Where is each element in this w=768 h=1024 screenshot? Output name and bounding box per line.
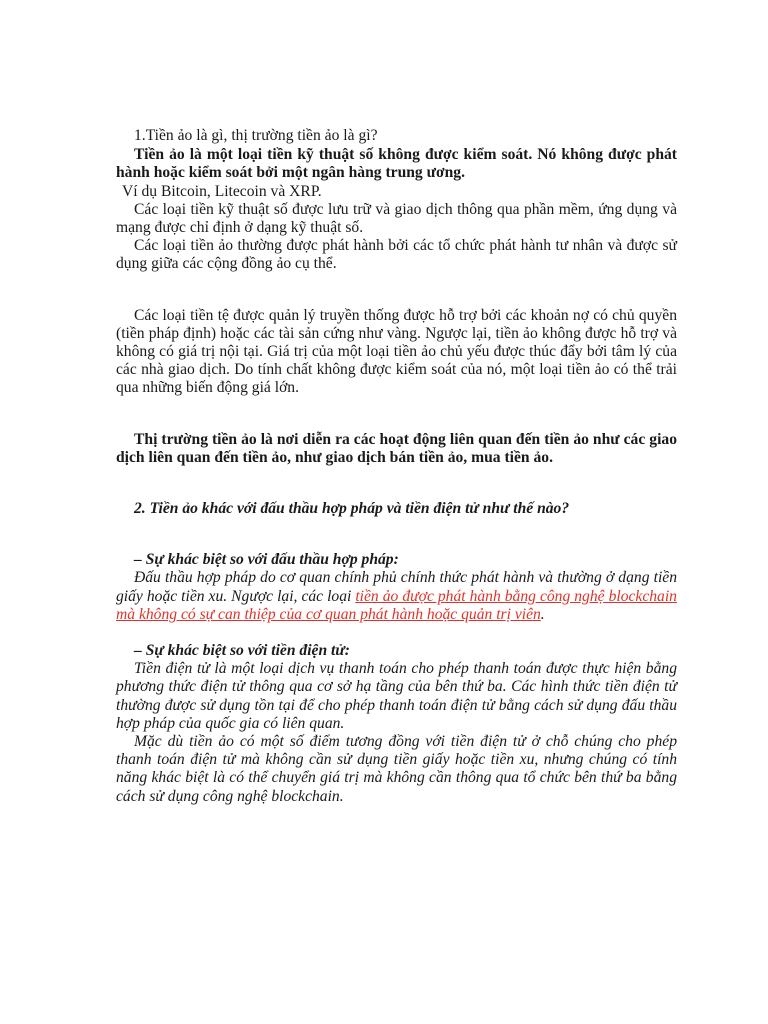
spacer xyxy=(116,518,677,536)
blockchain-hyperlink[interactable]: tiền ảo được phát hành bằng công nghệ blockchain mà không có sự can thiệp của cơ quan phát hành hoặc quản trị viên xyxy=(116,587,677,623)
spacer xyxy=(116,416,677,431)
paragraph-traditional-currency: Các loại tiền tệ được quản lý truyền thống được hỗ trợ bởi các khoản nợ có chủ quyền (tiền pháp định) hoặc các tài sản cứng như vàng. Ngược lại, tiền ảo không được hỗ trợ và không có giá trị nội tại. Giá trị của một loại tiền ảo chủ yếu được thúc đẩy bởi tâm lý của các nhà giao dịch. Do tính chất không được kiểm soát của nó, một loại tiền ảo có thể trải qua những biến động giá lớn. xyxy=(116,306,677,397)
examples-line: Ví dụ Bitcoin, Litecoin và XRP. xyxy=(122,182,322,200)
spacer xyxy=(116,485,677,500)
e-money-paragraph-1: Tiền điện tử là một loại dịch vụ thanh toán cho phép thanh toán được thực hiện bằng phương thức điện tử thông qua cơ sở hạ tầng của bên thứ ba. Các hình thức tiền điện tử thường được sử dụng tồn tại để cho phép thanh toán điện tử bằng cách sử dụng đấu thầu hợp pháp của quốc gia có liên quan. xyxy=(116,660,677,732)
market-definition: Thị trường tiền ảo là nơi diễn ra các hoạt động liên quan đến tiền ảo như các giao dịch liên quan đến tiền ảo, như giao dịch bán tiền ảo, mua tiền ảo. xyxy=(116,430,677,466)
paragraph-issuance: Các loại tiền ảo thường được phát hành bởi các tổ chức phát hành tư nhân và được sử dụng giữa các cộng đồng ảo cụ thể. xyxy=(116,237,677,273)
virtual-currency-definition: Tiền ảo là một loại tiền kỹ thuật số không được kiểm soát. Nó không được phát hành hoặc kiểm soát bởi một ngân hàng trung ương. xyxy=(116,146,677,182)
legal-tender-heading: – Sự khác biệt so với đấu thầu hợp pháp: xyxy=(134,551,399,569)
legal-tender-paragraph xyxy=(116,569,677,624)
legal-tender-text: Đấu thầu hợp pháp do cơ quan chính phủ chính thức phát hành và thường ở dạng tiền giấy hoặc tiền xu. Ngược lại, các loại xyxy=(116,569,677,605)
spacer xyxy=(116,467,677,485)
spacer xyxy=(116,274,677,292)
legal-tender-end: . xyxy=(540,605,545,623)
spacer xyxy=(116,292,677,307)
paragraph-storage: Các loại tiền kỹ thuật số được lưu trữ và giao dịch thông qua phần mềm, ứng dụng và mạng được chỉ định ở dạng kỹ thuật số. xyxy=(116,200,677,237)
spacer xyxy=(116,398,677,416)
spacer xyxy=(116,536,677,551)
section-2-title: 2. Tiền ảo khác với đấu thầu hợp pháp và tiền điện tử như thế nào? xyxy=(134,500,570,518)
spacer xyxy=(116,624,677,642)
e-money-paragraph-2: Mặc dù tiền ảo có một số điểm tương đồng với tiền điện tử ở chỗ chúng cho phép thanh toán điện tử mà không cần sử dụng tiền giấy hoặc tiền xu, nhưng chúng có tính năng khác biệt là có thể chuyển giá trị mà không cần thông qua tổ chức bên thứ ba bằng cách sử dụng công nghệ blockchain. xyxy=(116,733,677,805)
section-1-title: 1.Tiền ảo là gì, thị trường tiền ảo là gì? xyxy=(134,127,378,144)
e-money-heading: – Sự khác biệt so với tiền điện tử: xyxy=(134,642,350,660)
